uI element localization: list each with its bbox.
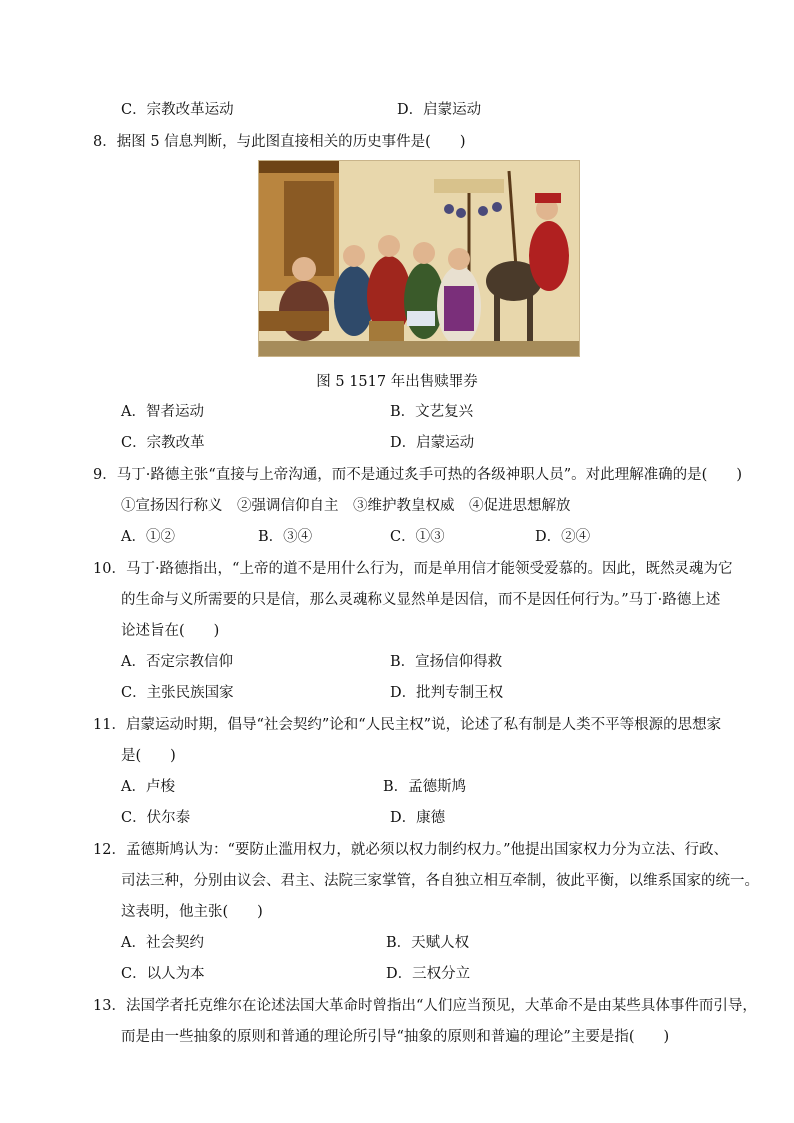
q9-stem: 9．马丁·路德主张“直接与上帝沟通，而不是通过炙手可热的各级神职人员”。对此理解准确的是( ) [93,467,742,483]
q12-stem-line-1: 12．孟德斯鸠认为：“要防止滥用权力，就必须以权力制约权力。”他提出国家权力分为立法、行政、 [93,842,729,858]
q11-stem-line-1: 11．启蒙运动时期，倡导“社会契约”论和“人民主权”说，论述了私有制是人类不平等根源的思想家 [93,717,722,733]
indulgence-sale-illustration [258,160,580,357]
q11-stem-line-2: 是( ) [121,748,176,764]
q11-option-c: C．伏尔泰 [121,810,191,826]
q13-stem-line-1: 13．法国学者托克维尔在论述法国大革命时曾指出“人们应当预见，大革命不是由某些具体事件而引导， [93,998,757,1014]
q9-option-d: D．②④ [535,529,591,545]
q10-option-d: D．批判专制王权 [390,685,504,701]
q10-stem-line-1: 10．马丁·路德指出，“上帝的道不是用什么行为，而是单用信才能领受爱慕的。因此，既然灵魂为它 [93,561,733,577]
q7-option-d: D．启蒙运动 [397,102,482,118]
q12-option-a: A．社会契约 [121,935,204,951]
q8-option-d: D．启蒙运动 [390,435,475,451]
q12-option-c: C．以人为本 [121,966,205,982]
q8-stem: 8．据图 5 信息判断，与此图直接相关的历史事件是( ) [93,134,466,150]
q10-option-c: C．主张民族国家 [121,685,234,701]
q10-stem-line-2: 的生命与义所需要的只是信，那么灵魂称义显然单是因信，而不是因任何行为。”马丁·路德上述 [121,592,721,608]
q12-stem-line-2: 司法三种，分别由议会、君主、法院三家掌管，各自独立相互牵制，彼此平衡，以维系国家的统一。 [121,873,759,889]
q8-option-a: A．智者运动 [121,404,204,420]
q12-stem-line-3: 这表明，他主张( ) [121,904,263,920]
q11-option-a: A．卢梭 [121,779,175,795]
q11-option-b: B．孟德斯鸠 [383,779,467,795]
q12-option-d: D．三权分立 [386,966,471,982]
q9-option-b: B．③④ [258,529,313,545]
q13-stem-line-2: 而是由一些抽象的原则和普通的理论所引导“抽象的原则和普遍的理论”主要是指( ) [121,1029,670,1045]
figure-caption: 图 5 1517 年出售赎罪券 [316,374,478,390]
q9-items: ①宣扬因行称义 ②强调信仰自主 ③维护教皇权威 ④促进思想解放 [121,498,571,514]
q7-option-c: C．宗教改革运动 [121,102,234,118]
q9-option-a: A．①② [121,529,175,545]
q12-option-b: B．天赋人权 [386,935,470,951]
q10-stem-line-3: 论述旨在( ) [121,623,220,639]
q11-option-d: D．康德 [390,810,446,826]
illustration-picture [259,161,579,356]
q8-option-c: C．宗教改革 [121,435,205,451]
q9-option-c: C．①③ [390,529,445,545]
q10-option-b: B．宣扬信仰得救 [390,654,503,670]
q8-option-b: B．文艺复兴 [390,404,474,420]
q10-option-a: A．否定宗教信仰 [121,654,233,670]
